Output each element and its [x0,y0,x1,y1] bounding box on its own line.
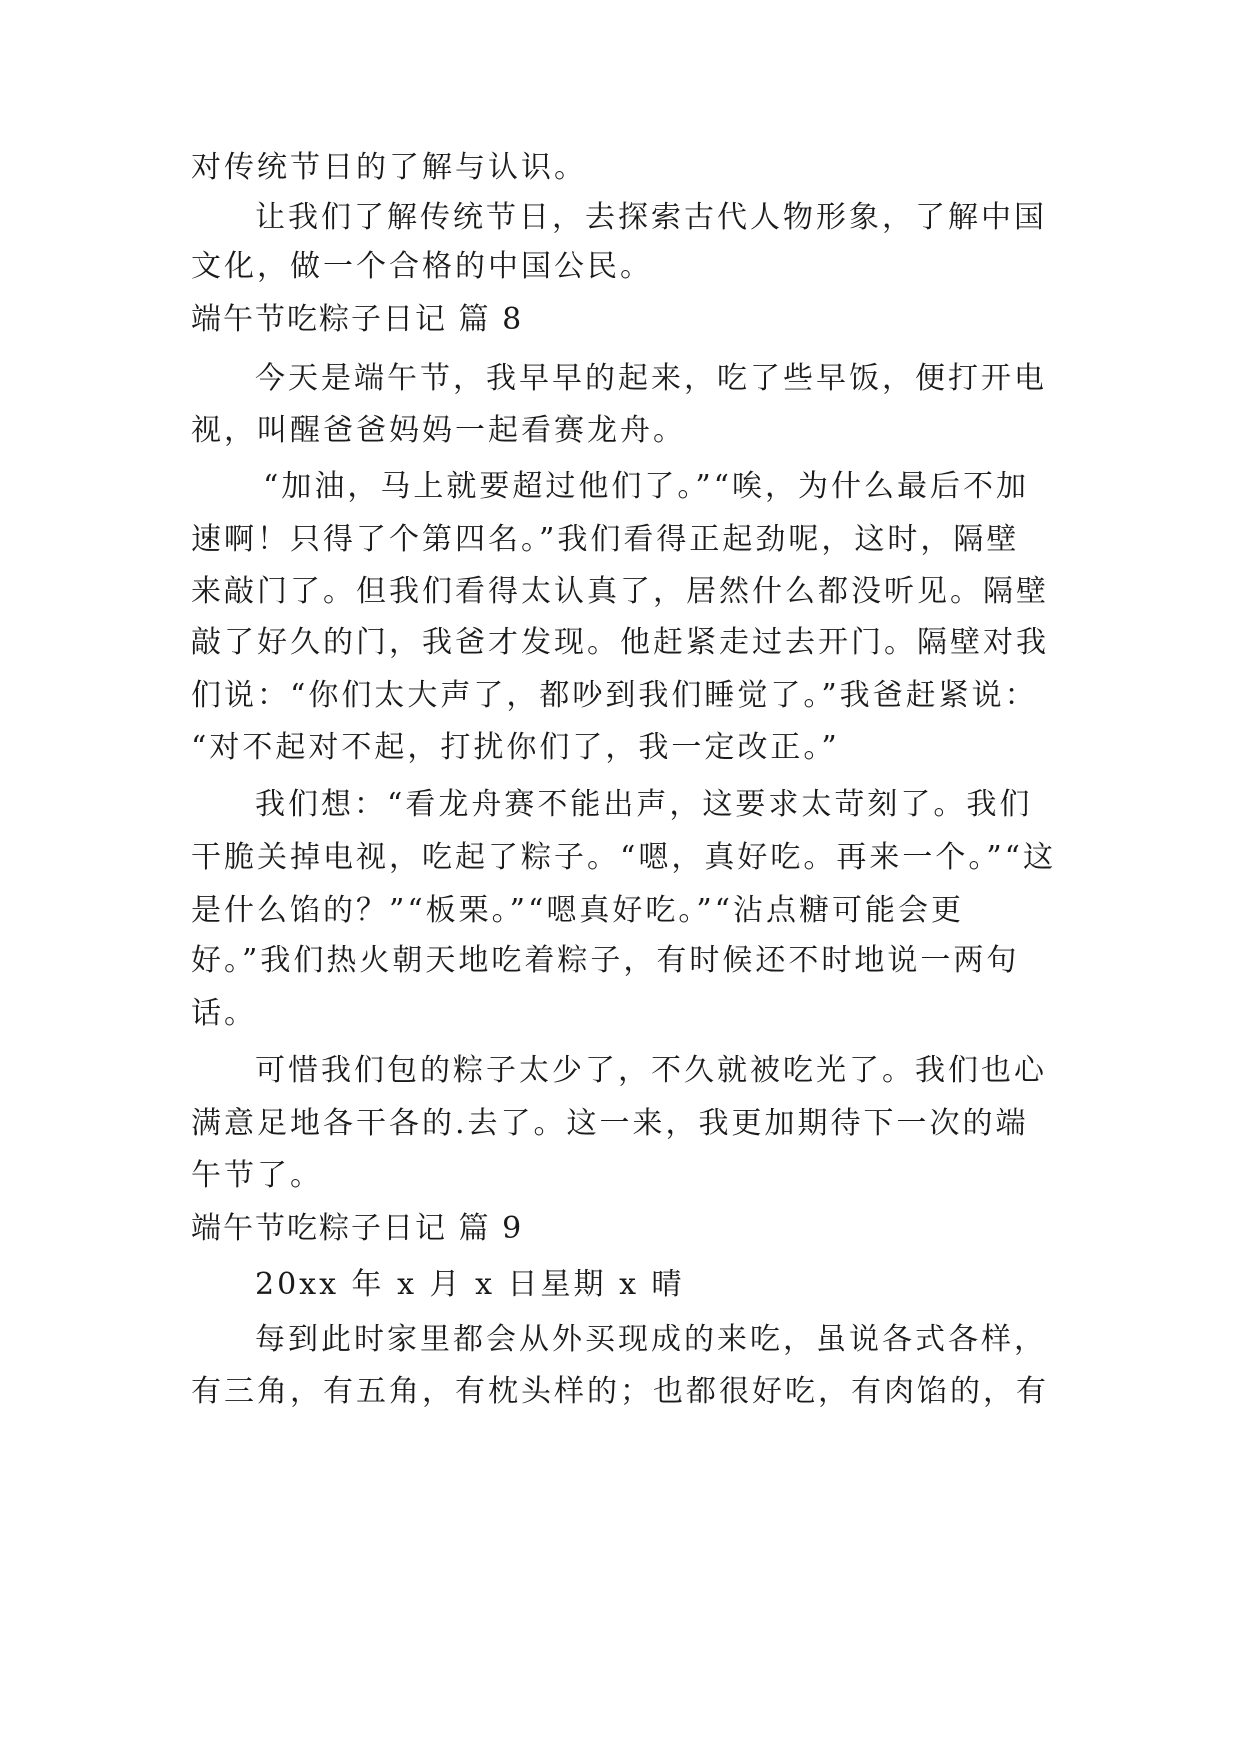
text-line: 满意足地各干各的.去了。这一来，我更加期待下一次的端 [191,1106,1029,1141]
text-line: 干脆关掉电视，吃起了粽子。“嗯，真好吃。再来一个。”“这 [191,840,1057,875]
text-line: “对不起对不起，打扰你们了，我一定改正。” [191,730,840,765]
text-line: 午节了。 [191,1158,323,1193]
text-line: 速啊！只得了个第四名。”我们看得正起劲呢，这时，隔壁 [191,522,1020,557]
paragraph-line: “加油，马上就要超过他们了。”“唉，为什么最后不加 [263,469,1030,504]
text-line: 对传统节日的了解与认识。 [191,150,587,185]
date-line: 20xx 年 x 月 x 日星期 x 晴 [255,1267,685,1302]
paragraph-line: 每到此时家里都会从外买现成的来吃，虽说各式各样， [255,1322,1047,1357]
text-line: 话。 [191,996,257,1031]
text-line: 们说：“你们太大声了，都吵到我们睡觉了。”我爸赶紧说： [191,678,1038,713]
text-line: 好。”我们热火朝天地吃着粽子，有时候还不时地说一两句 [191,943,1020,978]
paragraph-line: 可惜我们包的粽子太少了，不久就被吃光了。我们也心 [255,1053,1047,1088]
section-heading: 端午节吃粽子日记 篇 9 [191,1211,524,1246]
text-line: 文化，做一个合格的中国公民。 [191,249,653,284]
text-line: 是什么馅的？”“板栗。”“嗯真好吃。”“沾点糖可能会更 [191,893,965,928]
text-line: 有三角，有五角，有枕头样的；也都很好吃，有肉馅的，有 [191,1374,1049,1409]
text-line: 来敲门了。但我们看得太认真了，居然什么都没听见。隔壁 [191,574,1049,609]
paragraph-line: 让我们了解传统节日，去探索古代人物形象，了解中国 [255,200,1047,235]
paragraph-line: 我们想：“看龙舟赛不能出声，这要求太苛刻了。我们 [255,787,1033,822]
text-line: 视，叫醒爸爸妈妈一起看赛龙舟。 [191,413,686,448]
section-heading: 端午节吃粽子日记 篇 8 [191,302,524,337]
text-line: 敲了好久的门，我爸才发现。他赶紧走过去开门。隔壁对我 [191,625,1049,660]
paragraph-line: 今天是端午节，我早早的起来，吃了些早饭，便打开电 [255,361,1047,396]
